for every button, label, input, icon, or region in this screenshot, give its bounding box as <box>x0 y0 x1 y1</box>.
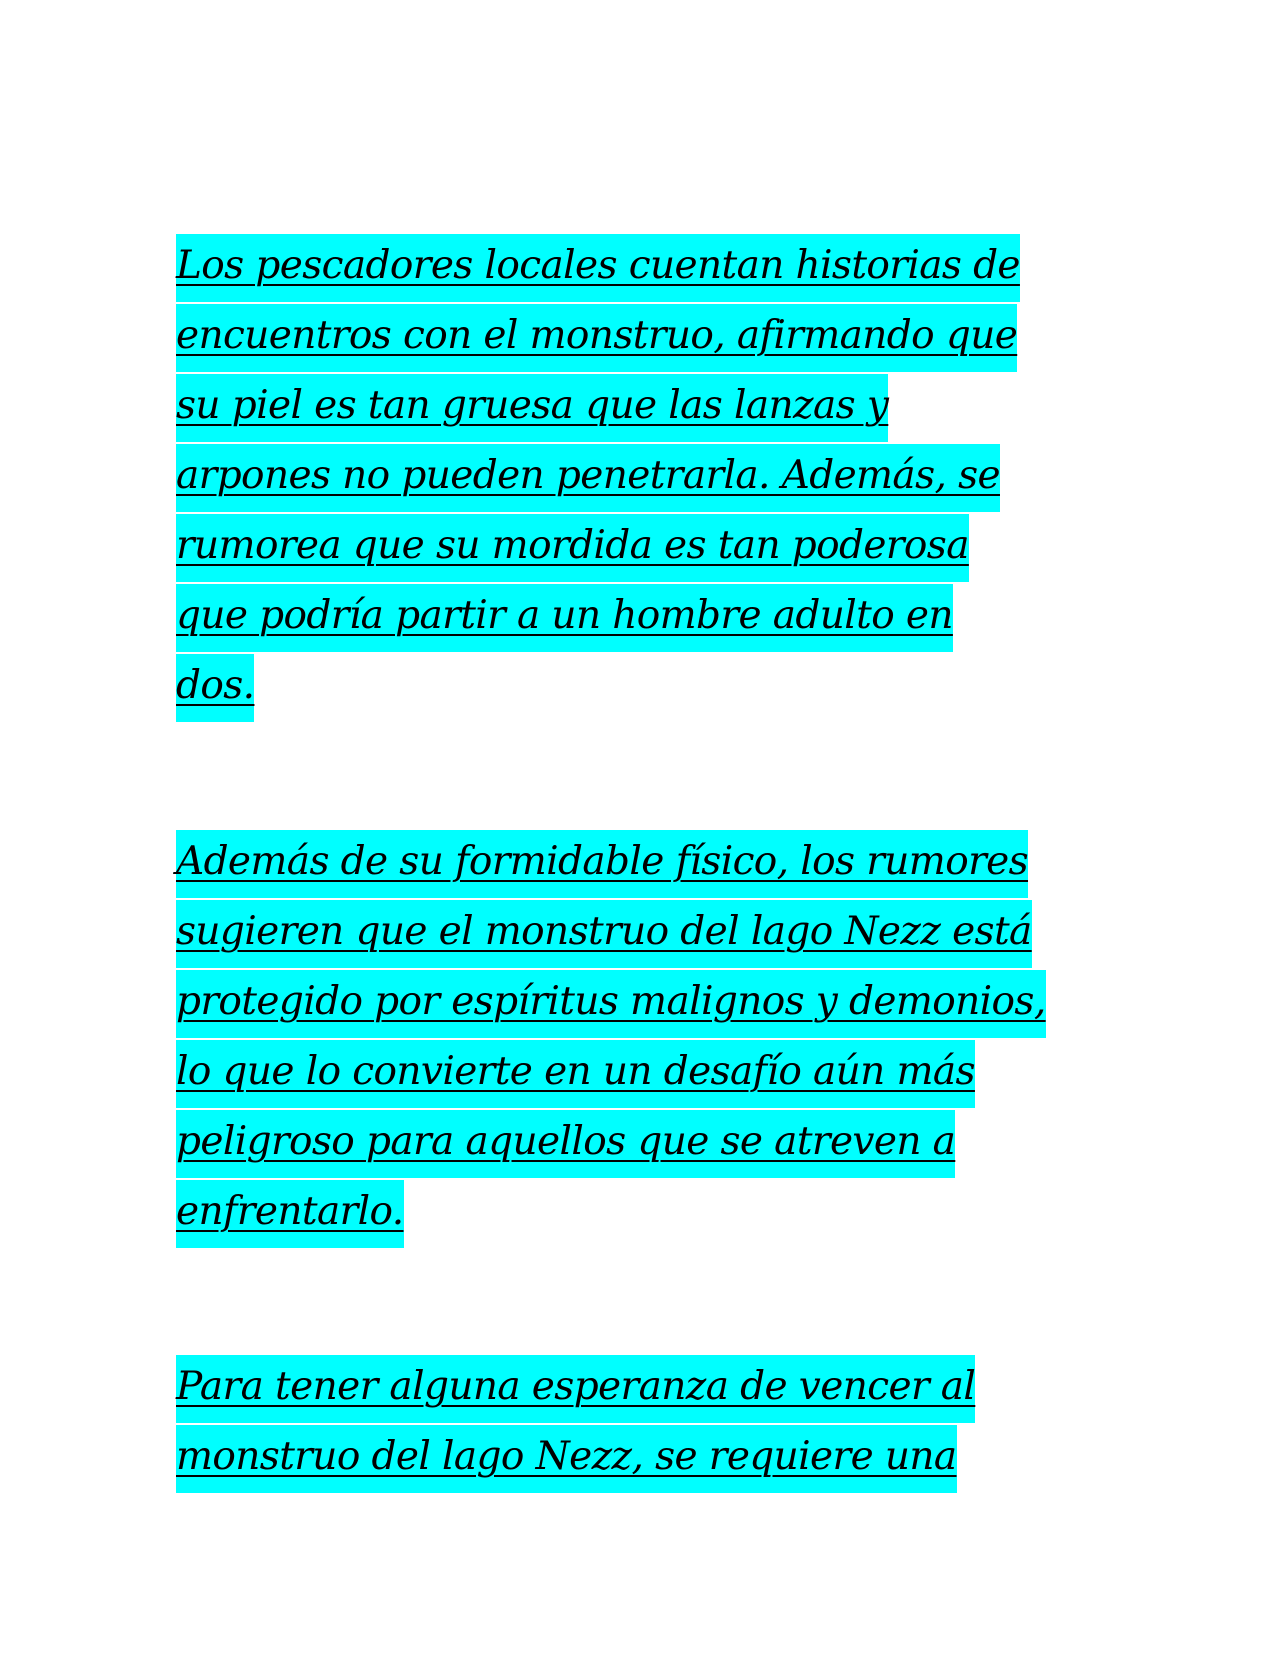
paragraph-3 <box>176 1355 975 1495</box>
paragraph-line <box>176 234 1020 304</box>
paragraph-line <box>176 514 1020 584</box>
paragraph-line <box>176 830 1046 900</box>
paragraph-line <box>176 970 1046 1040</box>
paragraph-line <box>176 444 1020 514</box>
paragraph-line <box>176 654 1020 724</box>
highlighted-text: rumorea que su mordida es tan poderosa <box>176 514 969 582</box>
highlighted-text: enfrentarlo. <box>176 1180 404 1248</box>
paragraph-line <box>176 374 1020 444</box>
paragraph-line <box>176 1040 1046 1110</box>
highlighted-text: protegido por espíritus malignos y demonios, <box>176 970 1046 1038</box>
highlighted-text: monstruo del lago Nezz, se requiere una <box>176 1425 957 1493</box>
highlighted-text: sugieren que el monstruo del lago Nezz está <box>176 900 1032 968</box>
paragraph-line <box>176 1425 975 1495</box>
highlighted-text: encuentros con el monstruo, afirmando que <box>176 304 1017 372</box>
paragraph-line <box>176 1110 1046 1180</box>
paragraph-line <box>176 1180 1046 1250</box>
highlighted-text: Además de su formidable físico, los rumores <box>176 830 1028 898</box>
highlighted-text: dos. <box>176 654 254 722</box>
highlighted-text: Para tener alguna esperanza de vencer al <box>176 1355 975 1423</box>
paragraph-line <box>176 584 1020 654</box>
highlighted-text: peligroso para aquellos que se atreven a <box>176 1110 955 1178</box>
paragraph-line <box>176 900 1046 970</box>
highlighted-text: Los pescadores locales cuentan historias de <box>176 234 1020 302</box>
paragraph-2 <box>176 830 1046 1250</box>
paragraph-line <box>176 1355 975 1425</box>
highlighted-text: su piel es tan gruesa que las lanzas y <box>176 374 888 442</box>
highlighted-text: arpones no pueden penetrarla. Además, se <box>176 444 1000 512</box>
paragraph-1 <box>176 234 1020 724</box>
highlighted-text: que podría partir a un hombre adulto en <box>176 584 953 652</box>
highlighted-text: lo que lo convierte en un desafío aún más <box>176 1040 975 1108</box>
paragraph-line <box>176 304 1020 374</box>
